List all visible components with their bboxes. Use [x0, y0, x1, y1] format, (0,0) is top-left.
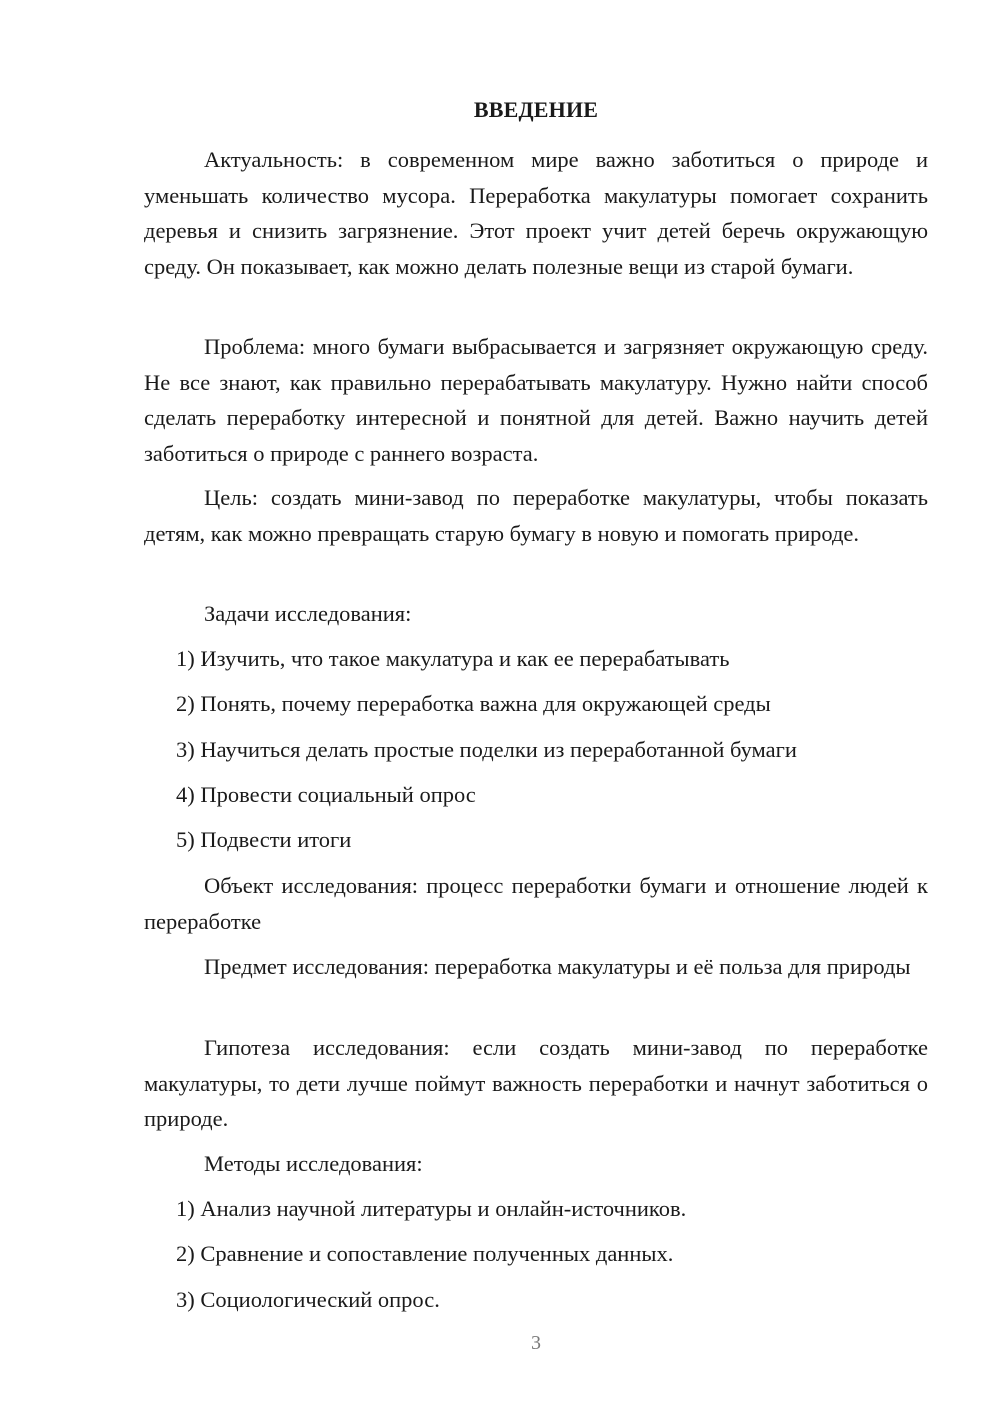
hypothesis-paragraph: Гипотеза исследования: если создать мини-завод по переработке макулатуры, то дети лучше поймут важность переработки и начнут заботиться о природе. — [144, 1035, 928, 1131]
task-item: 4) Провести социальный опрос — [176, 782, 476, 807]
task-item: 3) Научиться делать простые поделки из переработанной бумаги — [176, 737, 797, 762]
tasks-label: Задачи исследования: — [204, 601, 412, 626]
section-heading: ВВЕДЕНИЕ — [473, 97, 599, 122]
subject-paragraph: Предмет исследования: переработка макулатуры и её польза для природы — [204, 954, 911, 979]
relevance-paragraph: Актуальность: в современном мире важно заботиться о природе и уменьшать количество мусора. Переработка макулатуры помогает сохранить деревья и снизить загрязнение. Этот проект учит детей беречь окружающую среду. Он показывает, как можно делать полезные вещи из старой бумаги. — [144, 147, 928, 279]
method-item: 1) Анализ научной литературы и онлайн-источников. — [176, 1196, 687, 1221]
methods-label: Методы исследования: — [204, 1151, 423, 1176]
task-item: 1) Изучить, что такое макулатура и как ее перерабатывать — [176, 646, 730, 671]
task-item: 5) Подвести итоги — [176, 827, 352, 852]
object-paragraph: Объект исследования: процесс переработки бумаги и отношение людей к переработке — [144, 873, 928, 934]
goal-paragraph: Цель: создать мини-завод по переработке макулатуры, чтобы показать детям, как можно превращать старую бумагу в новую и помогать природе. — [144, 485, 928, 546]
page-number: 3 — [531, 1332, 541, 1354]
method-item: 2) Сравнение и сопоставление полученных данных. — [176, 1241, 674, 1266]
method-item: 3) Социологический опрос. — [176, 1287, 440, 1312]
task-item: 2) Понять, почему переработка важна для окружающей среды — [176, 691, 771, 716]
problem-paragraph: Проблема: много бумаги выбрасывается и загрязняет окружающую среду. Не все знают, как правильно перерабатывать макулатуру. Нужно найти способ сделать переработку интересной и понятной для детей. Важно научить детей заботиться о природе с раннего возраста. — [144, 334, 928, 466]
